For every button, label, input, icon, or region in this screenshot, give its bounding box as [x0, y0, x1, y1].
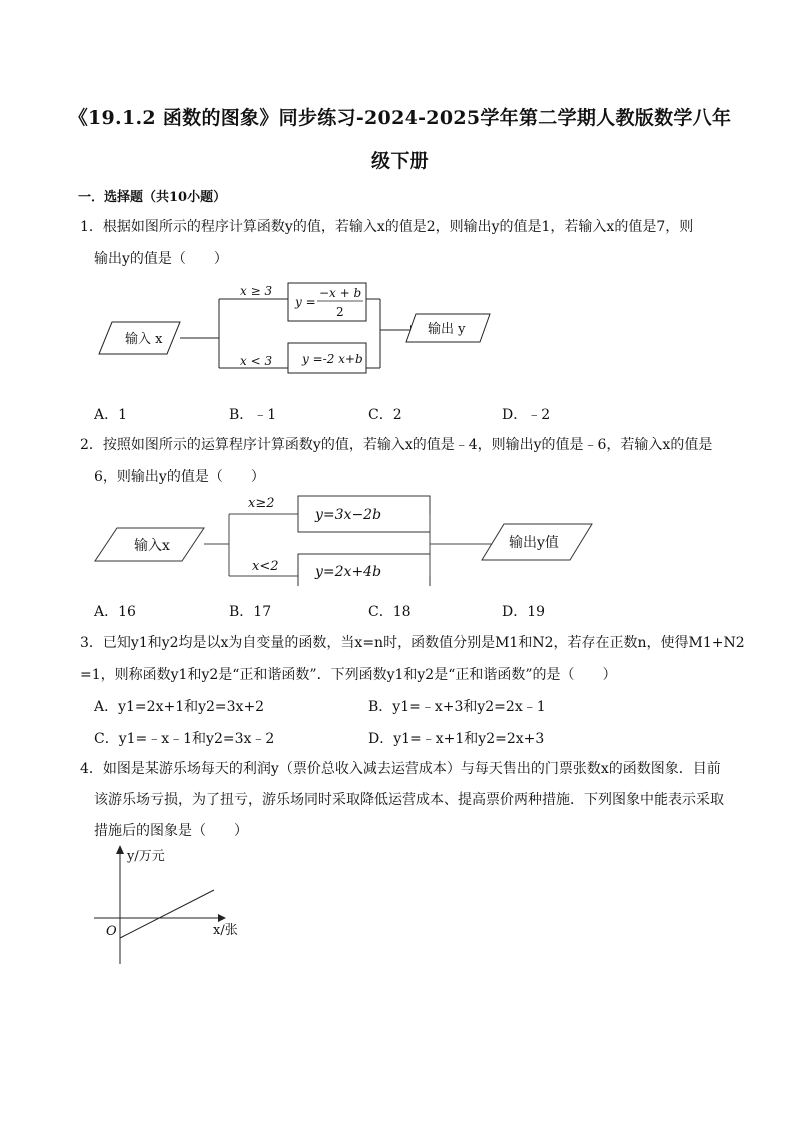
q1-option-a[interactable]: A．1: [94, 407, 128, 423]
q2-option-a[interactable]: A．16: [94, 604, 136, 620]
q2-input-label: 输入x: [134, 538, 170, 554]
q1-formula-top-y: y =: [295, 295, 316, 309]
section-heading: 一．选择题（共10小题）: [78, 190, 227, 205]
q1-formula-top-num: −x + b: [319, 286, 362, 300]
q4-stem-line3: 措施后的图象是（ ）: [94, 823, 248, 839]
q2-cond-bottom: x<2: [252, 559, 279, 574]
q4-function-line: [120, 890, 214, 938]
q2-formula-bottom: y=2x+4b: [315, 564, 382, 580]
q4-origin-label: O: [106, 924, 117, 939]
q4-stem-line1: 4．如图是某游乐场每天的利润y（票价总收入减去运营成本）与每天售出的门票张数x的函数图象．目前: [80, 761, 721, 777]
q2-option-b[interactable]: B．17: [229, 604, 272, 620]
q4-stem-line2: 该游乐场亏损，为了扭亏，游乐场同时采取降低运营成本、提高票价两种措施．下列图象中能表示采取: [94, 792, 724, 808]
q2-stem-line2: 6，则输出y的值是（ ）: [94, 469, 265, 485]
q3-stem-line1: 3．已知y1和y2均是以x为自变量的函数，当x=n时，函数值分别是M1和N2，若存在正数n，使得M1+N2: [80, 635, 745, 651]
doc-title-line1: 《19.1.2 函数的图象》同步练习-2024-2025学年第二学期人教版数学八年: [68, 107, 732, 129]
doc-title-line2: 级下册: [371, 150, 429, 172]
q2-formula-top: y=3x−2b: [315, 507, 382, 523]
q4-y-label: y/万元: [127, 849, 165, 864]
q3-option-c[interactable]: C．y1=﹣x﹣1和y2=3x﹣2: [94, 731, 275, 747]
q1-option-b[interactable]: B．﹣1: [229, 407, 277, 423]
q3-stem-line2: =1，则称函数y1和y2是“正和谐函数”．下列函数y1和y2是“正和谐函数”的是（ ）: [80, 667, 617, 683]
q2-option-c[interactable]: C．18: [368, 604, 411, 620]
q2-flowchart: [92, 492, 602, 586]
q4-x-label: x/张: [213, 923, 238, 938]
q1-formula-top-den: 2: [336, 305, 344, 319]
q2-stem-line1: 2．按照如图所示的运算程序计算函数y的值，若输入x的值是﹣4，则输出y的值是﹣6，若输入x的值是: [80, 437, 713, 453]
q2-output-label: 输出y值: [509, 535, 559, 551]
q3-option-d[interactable]: D．y1=﹣x+1和y2=2x+3: [368, 731, 545, 747]
q1-formula-bottom: y =-2 x+b: [302, 352, 363, 366]
q1-flowchart: [95, 278, 505, 383]
q1-cond-bottom: x < 3: [240, 354, 273, 368]
q1-stem-line1: 1．根据如图所示的程序计算函数y的值，若输入x的值是2，则输出y的值是1，若输入x的值是7，则: [80, 219, 694, 235]
q1-option-c[interactable]: C．2: [368, 407, 402, 423]
q4-graph: [88, 840, 258, 970]
q2-option-d[interactable]: D．19: [502, 604, 546, 620]
q1-option-d[interactable]: D．﹣2: [502, 407, 551, 423]
q1-cond-top: x ≥ 3: [240, 284, 273, 298]
q3-option-a[interactable]: A．y1=2x+1和y2=3x+2: [94, 699, 265, 715]
q1-input-label: 输入 x: [125, 332, 163, 347]
q3-option-b[interactable]: B．y1=﹣x+3和y2=2x﹣1: [368, 699, 546, 715]
q2-cond-top: x≥2: [248, 496, 275, 511]
q1-output-label: 输出 y: [428, 322, 466, 337]
q1-stem-line2: 输出y的值是（ ）: [94, 251, 228, 267]
